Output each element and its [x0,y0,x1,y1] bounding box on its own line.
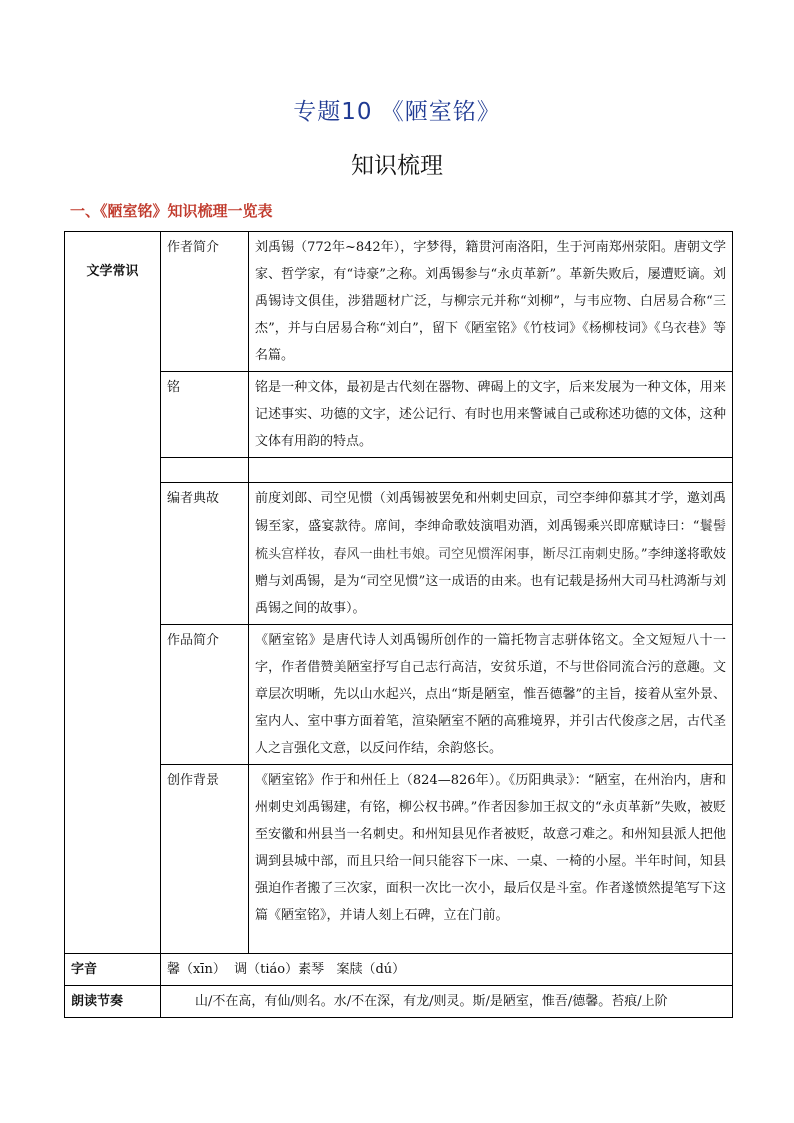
zi-yin-content: 馨（xīn） 调（tiáo）素琴 案牍（dú） [161,954,733,986]
row-label: 创作背景 [161,765,249,954]
table-row [65,954,733,986]
row-content: 《陋室铭》作于和州任上（824—826年）。《历阳典录》：“陋室，在州治内，唐和州刺史刘禹锡建，有铭，柳公权书碑。”作者因参加王叔文的“永贞革新”失败，被贬至安徽和州县当一名刺史。和州知县见作者被贬，故意刁难之。和州知县派人把他调到县城中部，而且只给一间只能容下一床、一桌、一椅的小屋。半年时间，知县强迫作者搬了三次家，面积一次比一次小，最后仅是斗室。作者遂愤然提笔写下这篇《陋室铭》，并请人刻上石碑，立在门前。 [249,765,733,954]
row-content: 刘禹锡（772年~842年），字梦得，籍贯河南洛阳，生于河南郑州荥阳。唐朝文学家、哲学家，有“诗豪”之称。刘禹锡参与“永贞革新”。革新失败后，屡遭贬谪。刘禹锡诗文俱佳，涉猎题材广泛，与柳宗元并称“刘柳”，与韦应物、白居易合称“三杰”，并与白居易合称“刘白”，留下《陋室铭》《竹枝词》《杨柳枝词》《乌衣巷》等名篇。 [249,232,733,372]
table-row [65,232,733,372]
table-row [65,458,733,483]
zi-yin-label: 字音 [65,954,161,986]
row-content: 铭是一种文体，最初是古代刻在器物、碑碣上的文字，后来发展为一种文体，用来记述事实、功德的文字，述公记行、有时也用来警诫自己或称述功德的文体，这种文体有用韵的特点。 [249,372,733,458]
poem-quote: 鬟髻梳头宫样妆，春风一曲杜韦娘。司空见惯浑闲事，断尽江南刺史肠。 [255,518,726,561]
row-content [249,483,733,625]
row-label: 作品简介 [161,625,249,765]
lang-du-content: 山/不在高，有仙/则名。水/不在深，有龙/则灵。斯/是陋室，惟吾/德馨。苔痕/上阶 [161,986,733,1018]
table-row [65,483,733,625]
page-subtitle: 知识梳理 [351,153,443,179]
section-heading: 一、《陋室铭》知识梳理一览表 [70,202,273,220]
row-content [249,458,733,483]
row-label: 作者简介 [161,232,249,372]
lang-du-label: 朗读节奏 [65,986,161,1018]
page-title: 专题10 《陋室铭》 [293,99,501,125]
category-cell: 文学常识 [65,232,161,954]
row-label [161,458,249,483]
row-content: 《陋室铭》是唐代诗人刘禹锡所创作的一篇托物言志骈体铭文。全文短短八十一字，作者借赞美陋室抒写自己志行高洁，安贫乐道，不与世俗同流合污的意趣。文章层次明晰，先以山水起兴，点出“斯是陋室，惟吾德馨”的主旨，接着从室外景、室内人、室中事方面着笔，渲染陋室不陋的高雅境界，并引古代俊彦之居，古代圣人之言强化文意，以反问作结，余韵悠长。 [249,625,733,765]
row-label: 铭 [161,372,249,458]
table-row [65,986,733,1018]
table-row [65,625,733,765]
knowledge-table [64,231,733,1018]
content-text: ”李绅遂将歌妓赠与刘禹锡，是为“司空见惯”这一成语的由来。也有记载是扬州大司马杜鸿渐与刘禹锡之间的故事）。 [255,547,726,616]
content-text: 前度刘郎、司空见惯（刘禹锡被罢免和州刺史回京，司空李绅仰慕其才学，邀刘禹锡至家，盛宴款待。席间，李绅命歌妓演唱劝酒，刘禹锡乘兴即席赋诗曰：“ [255,491,726,534]
table-row [65,765,733,954]
row-label: 编者典故 [161,483,249,625]
table-row [65,372,733,458]
